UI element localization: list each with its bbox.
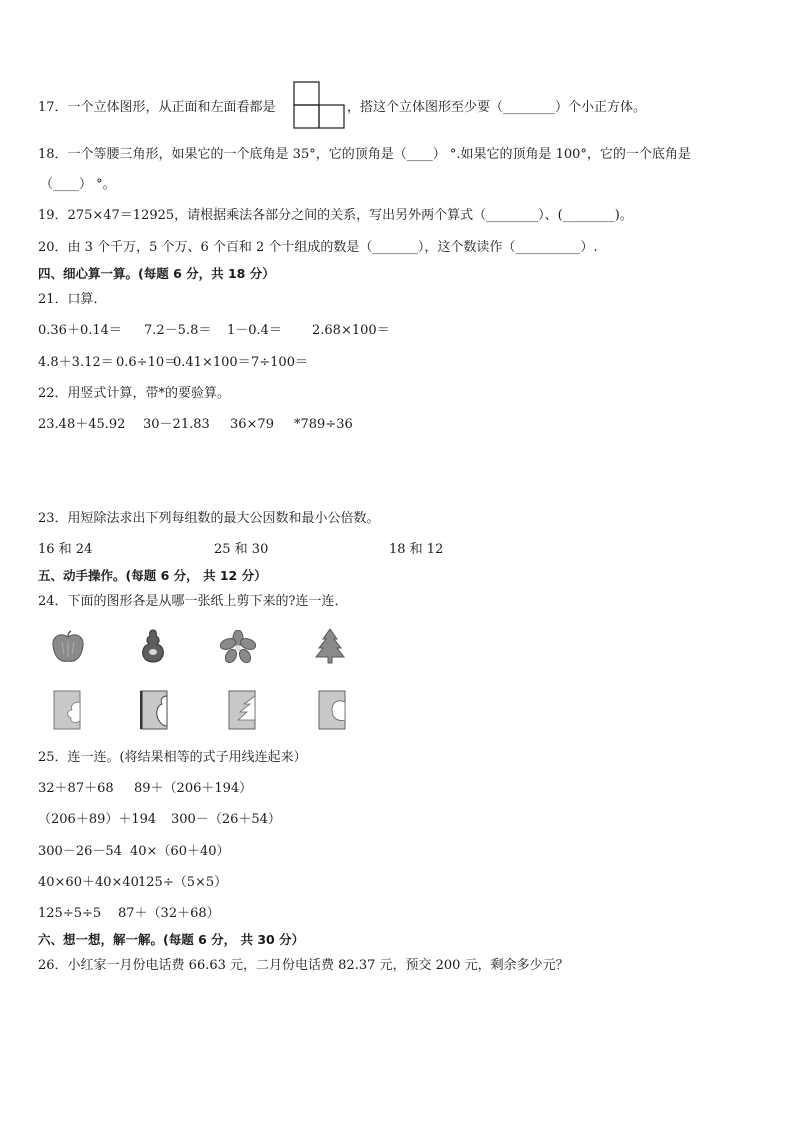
q25-left-expr: （206＋89）＋194 (38, 812, 157, 827)
gourd-icon (138, 628, 168, 668)
paper-cut-gourd-icon (140, 690, 168, 734)
q21-expr: 7÷100＝ (251, 355, 308, 370)
q23-title (38, 510, 380, 528)
section-4-title: 四、细心算一算。(每题 6 分，共 18 分） (38, 266, 275, 281)
q22-title (38, 385, 230, 403)
q20-line (38, 239, 598, 257)
q25-row-2 (38, 811, 281, 829)
apple-icon (50, 630, 86, 668)
section-5-title: 五、动手操作。(每题 6 分， 共 12 分） (38, 568, 267, 583)
q22-expr: 30－21.83 (143, 417, 210, 432)
q21-expr: 4.8＋3.12＝ (38, 355, 114, 370)
q23-title-text: 23．用短除法求出下列每组数的最大公因数和最小公倍数。 (38, 511, 380, 526)
q26-line (38, 957, 569, 975)
q22-items (38, 416, 353, 434)
q18-line1 (38, 146, 691, 164)
q21-expr: 0.36＋0.14＝ (38, 323, 122, 338)
q18-text-line2: （____） °。 (40, 177, 116, 192)
q21-expr: 7.2－5.8＝ (144, 323, 212, 338)
q25-left-expr: 300－26－54 (38, 844, 122, 859)
q22-expr: 36×79 (230, 417, 274, 432)
q21-expr: 2.68×100＝ (312, 323, 390, 338)
tree-icon (314, 628, 346, 668)
q17-text-before: 17．一个立体图形，从正面和左面看都是 (38, 100, 276, 115)
q21-expr: 0.41×100＝ (173, 355, 251, 370)
q25-left-expr: 32＋87＋68 (38, 781, 114, 796)
q21-row-1 (38, 322, 390, 340)
q25-right-expr: 89＋（206＋194） (134, 781, 253, 796)
q25-title-text: 25．连一连。(将结果相等的式子用线连起来） (38, 750, 307, 765)
q25-row-4 (38, 874, 227, 892)
q21-expr: 1－0.4＝ (227, 323, 282, 338)
q25-row-5 (38, 905, 220, 923)
q21-row-2 (38, 354, 308, 372)
paper-cut-flower-icon (53, 690, 81, 734)
section-5-heading (38, 567, 267, 585)
section-6-title: 六、想一想，解一解。(每题 6 分， 共 30 分） (38, 932, 305, 947)
q25-right-expr: 125÷（5×5） (138, 875, 228, 890)
q24-title (38, 593, 348, 611)
q18-text-line1: 18．一个等腰三角形，如果它的一个底角是 35°，它的顶角是（____） °.如果它的顶角是 100°，它的一个底角是 (38, 147, 691, 162)
q18-line2 (40, 176, 116, 194)
q20-text: 20．由 3 个千万，5 个万、6 个百和 2 个十组成的数是（_______），这个数读作（__________）. (38, 240, 598, 255)
q21-title-text: 21．口算． (38, 292, 107, 307)
paper-cut-apple-icon (318, 690, 346, 734)
q26-text: 26．小红家一月份电话费 66.63 元，二月份电话费 82.37 元，预交 200 元，剩余多少元？ (38, 958, 569, 973)
q22-title-text: 22．用竖式计算，带*的要验算。 (38, 386, 231, 401)
q19-line (38, 207, 633, 225)
q25-row-3 (38, 843, 230, 861)
q25-row-1 (38, 780, 252, 798)
q21-expr: 0.6÷10＝ (116, 355, 178, 370)
paper-cut-tree-icon (228, 690, 256, 734)
q23-pair: 25 和 30 (214, 542, 269, 557)
q25-left-expr: 40×60＋40×40 (38, 875, 139, 890)
q25-right-expr: 87＋（32＋68） (118, 906, 220, 921)
section-6-heading (38, 931, 304, 949)
q23-pair: 16 和 24 (38, 542, 93, 557)
q23-pair: 18 和 12 (389, 542, 444, 557)
q19-text: 19．275×47＝12925，请根据乘法各部分之间的关系，写出另外两个算式（________）、(________)。 (38, 208, 633, 223)
q25-right-expr: 40×（60＋40） (130, 844, 230, 859)
q22-expr: *789÷36 (294, 417, 353, 432)
q25-left-expr: 125÷5÷5 (38, 906, 102, 921)
q17-text-after: ，搭这个立体图形至少要（________）个小正方体。 (347, 100, 647, 115)
q25-right-expr: 300－（26＋54） (171, 812, 281, 827)
q17-view-diagram (293, 81, 345, 129)
q23-items (38, 541, 443, 559)
q22-expr: 23.48＋45.92 (38, 417, 126, 432)
q17-line-end (347, 99, 646, 117)
q25-title (38, 749, 307, 767)
section-4-heading (38, 265, 275, 283)
flower-icon (220, 630, 256, 668)
q21-title (38, 291, 107, 309)
q24-title-text: 24．下面的图形各是从哪一张纸上剪下来的?连一连． (38, 594, 348, 609)
q17-line (38, 99, 276, 117)
